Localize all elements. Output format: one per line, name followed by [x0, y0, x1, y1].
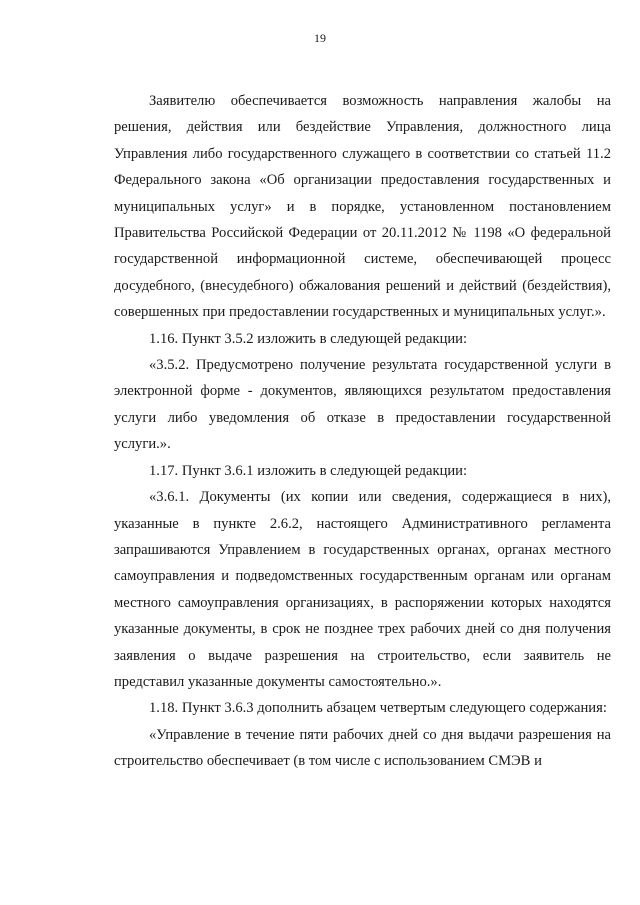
- paragraph-item-1-16: 1.16. Пункт 3.5.2 изложить в следующей редакции:: [149, 330, 468, 347]
- document-body: [114, 88, 611, 775]
- paragraph-quote-management: «Управление в течение пяти рабочих дней со дня выдачи разрешения на строительство обеспечивает (в том числе с использованием СМЭВ и: [114, 726, 611, 770]
- paragraph-item-1-18: 1.18. Пункт 3.6.3 дополнить абзацем четвертым следующего содержания:: [149, 700, 607, 717]
- page-number: 19: [314, 31, 326, 45]
- paragraph-complaint-right: Заявителю обеспечивается возможность направления жалобы на решения, действия или бездействие Управления, должностного лица Управления либо государственного служащего в соответствии со статьей 11.2 Федерального закона «Об организации предоставления государственных и муниципальных услуг» и в порядке, установленном постановлением Правительства Российской Федерации от 20.11.2012 № 1198 «О федеральной государственной информационной системе, обеспечивающей процесс досудебного, (внесудебного) обжалования решений и действий (бездействия), совершенных при предоставлении государственных и муниципальных услуг.».: [114, 93, 611, 321]
- paragraph-clause-3-5-2: «3.5.2. Предусмотрено получение результата государственной услуги в электронной форме - документов, являющихся результатом предоставления услуги либо уведомления об отказе в предоставлении государственной услуги.».: [114, 357, 611, 453]
- paragraph-clause-3-6-1: «3.6.1. Документы (их копии или сведения, содержащиеся в них), указанные в пункте 2.6.2, настоящего Административного регламента запрашиваются Управлением в государственных органах, органах местного самоуправления и подведомственных государственным органам или органам местного самоуправления организациях, в распоряжении которых находятся указанные документы, в срок не позднее трех рабочих дней со дня получения заявления о выдаче разрешения на строительство, если заявитель не представил указанные документы самостоятельно.».: [114, 489, 611, 690]
- paragraph-item-1-17: 1.17. Пункт 3.6.1 изложить в следующей редакции:: [149, 462, 468, 479]
